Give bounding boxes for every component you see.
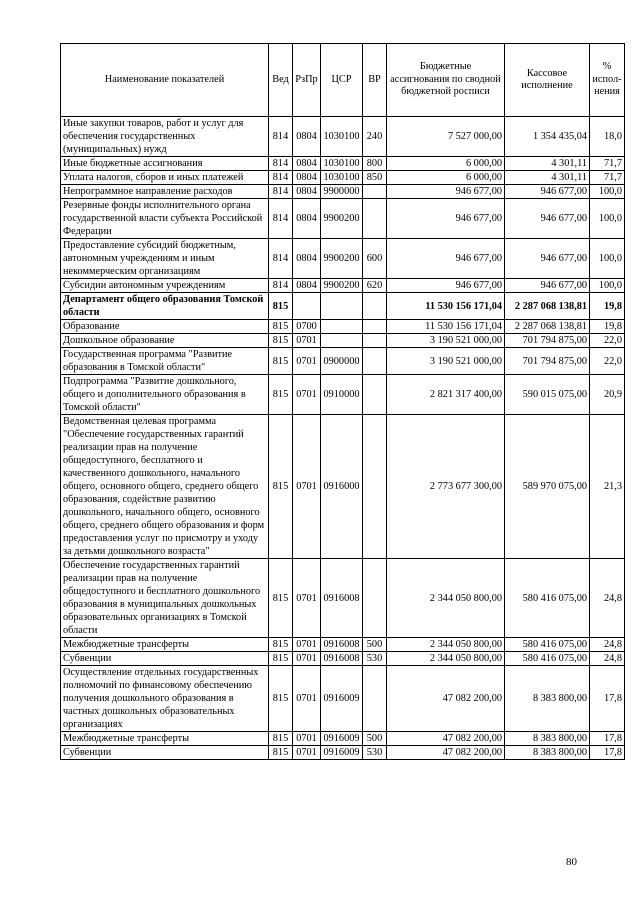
cell-plan: 2 773 677 300,00 (387, 415, 505, 559)
cell-csr: 1030100 (321, 117, 363, 157)
cell-fact: 8 383 800,00 (505, 746, 590, 760)
cell-plan: 946 677,00 (387, 185, 505, 199)
cell-pct: 100,0 (590, 279, 625, 293)
cell-name: Подпрограмма "Развитие дошкольного, общего и дополнительного образования в Томской области" (61, 375, 269, 415)
cell-fact: 946 677,00 (505, 199, 590, 239)
cell-vr (363, 293, 387, 320)
cell-ved: 815 (269, 415, 293, 559)
cell-fact: 1 354 435,04 (505, 117, 590, 157)
table-row (61, 415, 625, 559)
cell-rzpr: 0701 (293, 559, 321, 638)
cell-fact: 701 794 875,00 (505, 348, 590, 375)
cell-name: Резервные фонды исполнительного органа государственной власти субъекта Российской Федерации (61, 199, 269, 239)
cell-fact: 946 677,00 (505, 185, 590, 199)
cell-ved: 814 (269, 279, 293, 293)
cell-fact: 589 970 075,00 (505, 415, 590, 559)
cell-pct: 24,8 (590, 652, 625, 666)
cell-name: Иные бюджетные ассигнования (61, 157, 269, 171)
cell-plan: 11 530 156 171,04 (387, 320, 505, 334)
cell-plan: 946 677,00 (387, 199, 505, 239)
cell-csr: 0916009 (321, 666, 363, 732)
cell-vr: 500 (363, 732, 387, 746)
cell-plan: 2 821 317 400,00 (387, 375, 505, 415)
cell-name: Департамент общего образования Томской области (61, 293, 269, 320)
cell-ved: 814 (269, 239, 293, 279)
cell-pct: 22,0 (590, 334, 625, 348)
cell-ved: 815 (269, 348, 293, 375)
cell-csr: 1030100 (321, 157, 363, 171)
cell-vr (363, 320, 387, 334)
cell-plan: 2 344 050 800,00 (387, 559, 505, 638)
cell-ved: 814 (269, 157, 293, 171)
cell-rzpr: 0701 (293, 375, 321, 415)
cell-plan: 47 082 200,00 (387, 746, 505, 760)
cell-pct: 100,0 (590, 239, 625, 279)
cell-fact: 590 015 075,00 (505, 375, 590, 415)
cell-ved: 815 (269, 320, 293, 334)
cell-rzpr: 0701 (293, 348, 321, 375)
cell-fact: 946 677,00 (505, 239, 590, 279)
cell-pct: 71,7 (590, 157, 625, 171)
cell-pct: 18,0 (590, 117, 625, 157)
cell-plan: 47 082 200,00 (387, 666, 505, 732)
cell-csr: 0900000 (321, 348, 363, 375)
cell-vr: 500 (363, 638, 387, 652)
cell-rzpr: 0701 (293, 732, 321, 746)
table-row (61, 375, 625, 415)
cell-csr: 9900200 (321, 239, 363, 279)
cell-pct: 24,8 (590, 638, 625, 652)
cell-fact: 701 794 875,00 (505, 334, 590, 348)
cell-rzpr: 0701 (293, 334, 321, 348)
cell-plan: 11 530 156 171,04 (387, 293, 505, 320)
cell-pct: 22,0 (590, 348, 625, 375)
cell-pct: 20,9 (590, 375, 625, 415)
page-number: 80 (566, 856, 577, 868)
cell-vr (363, 415, 387, 559)
cell-rzpr: 0701 (293, 638, 321, 652)
cell-vr: 800 (363, 157, 387, 171)
cell-csr (321, 293, 363, 320)
cell-vr: 600 (363, 239, 387, 279)
cell-rzpr: 0804 (293, 117, 321, 157)
table-header-row (61, 44, 625, 117)
table-row (61, 559, 625, 638)
cell-pct: 100,0 (590, 185, 625, 199)
cell-ved: 815 (269, 334, 293, 348)
cell-name: Субвенции (61, 746, 269, 760)
cell-csr: 0916008 (321, 559, 363, 638)
cell-name: Ведомственная целевая программа "Обеспечение государственных гарантий реализации прав на получение общедоступного, бесплатного и качественного дошкольного, начального общего, основного общего, среднего общего образования, содействие развитию дошкольного, начального общего, основного общего, среднего общего образования и форм предоставления услуг по присмотру и уходу за детьми дошкольного возраста" (61, 415, 269, 559)
cell-pct: 24,8 (590, 559, 625, 638)
cell-name: Образование (61, 320, 269, 334)
cell-vr (363, 185, 387, 199)
cell-rzpr: 0701 (293, 746, 321, 760)
cell-pct: 71,7 (590, 171, 625, 185)
cell-fact: 2 287 068 138,81 (505, 320, 590, 334)
cell-ved: 814 (269, 171, 293, 185)
header-fact: Кассовое исполнение (505, 44, 590, 117)
cell-plan: 946 677,00 (387, 239, 505, 279)
cell-name: Обеспечение государственных гарантий реализации прав на получение общедоступного и бесплатного дошкольного образования в муниципальных дошкольных образовательных организациях в Томской области (61, 559, 269, 638)
cell-rzpr (293, 293, 321, 320)
cell-rzpr: 0701 (293, 666, 321, 732)
header-vr: ВР (363, 44, 387, 117)
cell-vr (363, 334, 387, 348)
table-row (61, 279, 625, 293)
cell-name: Дошкольное образование (61, 334, 269, 348)
cell-fact: 580 416 075,00 (505, 638, 590, 652)
cell-pct: 17,8 (590, 732, 625, 746)
cell-pct: 19,8 (590, 320, 625, 334)
table-row (61, 348, 625, 375)
budget-table (60, 43, 625, 760)
cell-vr (363, 348, 387, 375)
table-row (61, 666, 625, 732)
cell-csr: 0910000 (321, 375, 363, 415)
cell-name: Непрограммное направление расходов (61, 185, 269, 199)
cell-csr (321, 320, 363, 334)
cell-csr: 0916009 (321, 746, 363, 760)
cell-fact: 946 677,00 (505, 279, 590, 293)
cell-vr: 240 (363, 117, 387, 157)
cell-fact: 8 383 800,00 (505, 732, 590, 746)
header-ved: Вед (269, 44, 293, 117)
table-row (61, 320, 625, 334)
table-row (61, 239, 625, 279)
cell-fact: 2 287 068 138,81 (505, 293, 590, 320)
cell-csr: 9900000 (321, 185, 363, 199)
cell-name: Межбюджетные трансферты (61, 732, 269, 746)
cell-rzpr: 0804 (293, 279, 321, 293)
cell-vr (363, 559, 387, 638)
table-row (61, 652, 625, 666)
cell-rzpr: 0804 (293, 199, 321, 239)
cell-rzpr: 0700 (293, 320, 321, 334)
cell-pct: 17,8 (590, 666, 625, 732)
cell-csr: 9900200 (321, 279, 363, 293)
table-row (61, 746, 625, 760)
cell-vr: 620 (363, 279, 387, 293)
cell-name: Уплата налогов, сборов и иных платежей (61, 171, 269, 185)
cell-vr (363, 375, 387, 415)
table-row (61, 638, 625, 652)
cell-ved: 815 (269, 652, 293, 666)
cell-csr: 9900200 (321, 199, 363, 239)
cell-ved: 814 (269, 185, 293, 199)
cell-vr: 850 (363, 171, 387, 185)
cell-vr: 530 (363, 746, 387, 760)
cell-name: Субсидии автономным учреждениям (61, 279, 269, 293)
cell-ved: 815 (269, 638, 293, 652)
cell-fact: 4 301,11 (505, 171, 590, 185)
cell-csr: 0916009 (321, 732, 363, 746)
cell-ved: 815 (269, 732, 293, 746)
cell-rzpr: 0804 (293, 157, 321, 171)
table-row (61, 117, 625, 157)
cell-name: Предоставление субсидий бюджетным, автономным учреждениям и иным некоммерческим организациям (61, 239, 269, 279)
cell-csr (321, 334, 363, 348)
cell-ved: 815 (269, 375, 293, 415)
cell-name: Межбюджетные трансферты (61, 638, 269, 652)
cell-rzpr: 0804 (293, 185, 321, 199)
cell-name: Государственная программа "Развитие образования в Томской области" (61, 348, 269, 375)
cell-rzpr: 0701 (293, 652, 321, 666)
table-row (61, 171, 625, 185)
cell-plan: 3 190 521 000,00 (387, 348, 505, 375)
cell-rzpr: 0804 (293, 171, 321, 185)
cell-plan: 2 344 050 800,00 (387, 652, 505, 666)
cell-rzpr: 0701 (293, 415, 321, 559)
cell-ved: 815 (269, 559, 293, 638)
cell-plan: 946 677,00 (387, 279, 505, 293)
cell-plan: 7 527 000,00 (387, 117, 505, 157)
cell-fact: 580 416 075,00 (505, 652, 590, 666)
table-row (61, 334, 625, 348)
cell-name: Осуществление отдельных государственных полномочий по финансовому обеспечению получения дошкольного образования в частных дошкольных образовательных организациях (61, 666, 269, 732)
table-row (61, 157, 625, 171)
header-csr: ЦСР (321, 44, 363, 117)
cell-pct: 100,0 (590, 199, 625, 239)
cell-ved: 815 (269, 293, 293, 320)
cell-csr: 0916000 (321, 415, 363, 559)
cell-fact: 8 383 800,00 (505, 666, 590, 732)
cell-ved: 815 (269, 666, 293, 732)
cell-vr: 530 (363, 652, 387, 666)
header-pct: % испол-нения (590, 44, 625, 117)
header-rzpr: РзПр (293, 44, 321, 117)
table-row (61, 732, 625, 746)
cell-ved: 815 (269, 746, 293, 760)
cell-pct: 17,8 (590, 746, 625, 760)
header-plan: Бюджетные ассигнования по сводной бюджетной росписи (387, 44, 505, 117)
cell-vr (363, 199, 387, 239)
table-row (61, 293, 625, 320)
table-row (61, 185, 625, 199)
cell-name: Субвенции (61, 652, 269, 666)
cell-csr: 0916008 (321, 652, 363, 666)
cell-plan: 47 082 200,00 (387, 732, 505, 746)
cell-vr (363, 666, 387, 732)
cell-pct: 19,8 (590, 293, 625, 320)
table-body (61, 117, 625, 760)
header-name: Наименование показателей (61, 44, 269, 117)
table-row (61, 199, 625, 239)
cell-name: Иные закупки товаров, работ и услуг для обеспечения государственных (муниципальных) нужд (61, 117, 269, 157)
cell-plan: 3 190 521 000,00 (387, 334, 505, 348)
cell-plan: 6 000,00 (387, 157, 505, 171)
cell-ved: 814 (269, 199, 293, 239)
cell-plan: 2 344 050 800,00 (387, 638, 505, 652)
cell-csr: 0916008 (321, 638, 363, 652)
cell-pct: 21,3 (590, 415, 625, 559)
cell-fact: 4 301,11 (505, 157, 590, 171)
cell-rzpr: 0804 (293, 239, 321, 279)
cell-plan: 6 000,00 (387, 171, 505, 185)
cell-fact: 580 416 075,00 (505, 559, 590, 638)
cell-ved: 814 (269, 117, 293, 157)
cell-csr: 1030100 (321, 171, 363, 185)
